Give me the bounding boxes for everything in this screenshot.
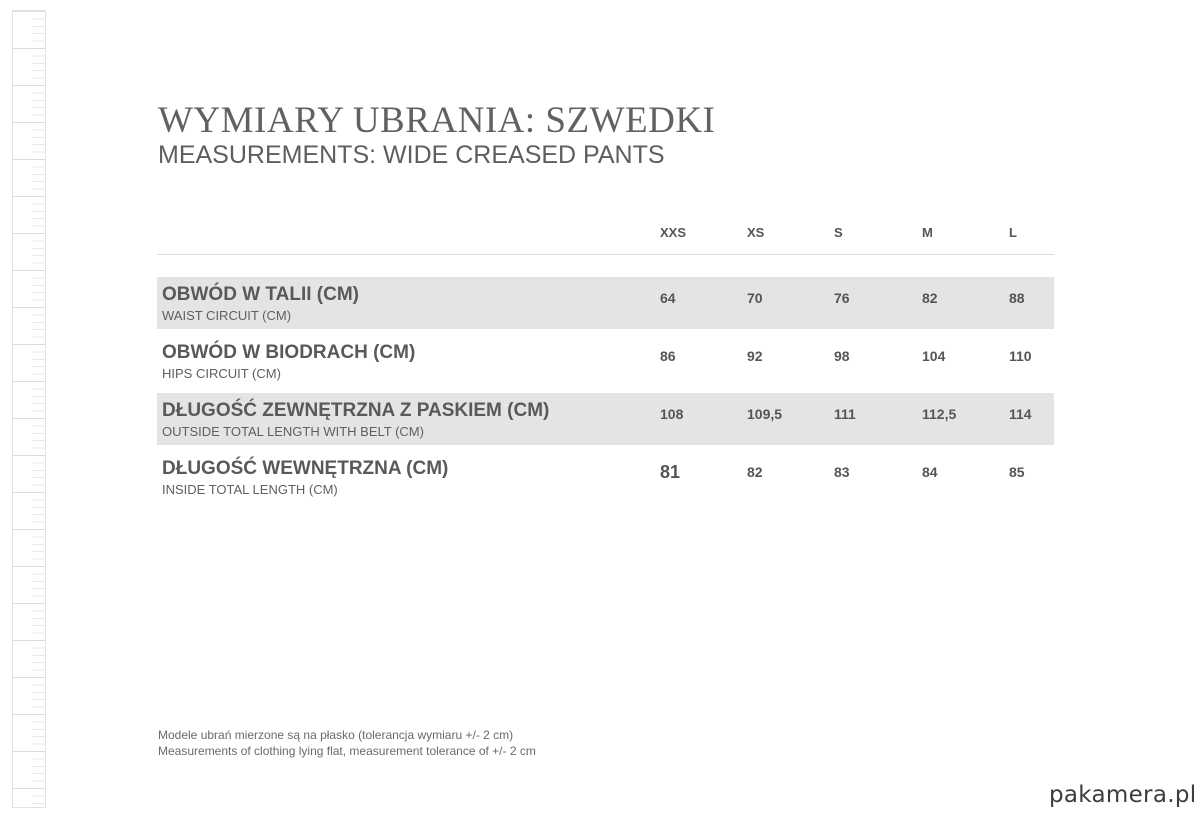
- page-title: WYMIARY UBRANIA: SZWEDKI: [158, 99, 716, 141]
- row-label-en: INSIDE TOTAL LENGTH (CM): [162, 482, 338, 497]
- tolerance-note-en: Measurements of clothing lying flat, measurement tolerance of +/- 2 cm: [158, 744, 536, 758]
- size-header-s: S: [834, 225, 843, 240]
- row-label-en: WAIST CIRCUIT (CM): [162, 308, 292, 323]
- row-label-en: OUTSIDE TOTAL LENGTH WITH BELT (CM): [162, 424, 424, 439]
- table-cell: 85: [1009, 464, 1025, 480]
- size-header-xxs: XXS: [660, 225, 687, 240]
- size-header-m: M: [922, 225, 933, 240]
- row-label-pl: DŁUGOŚĆ WEWNĘTRZNA (CM): [162, 458, 449, 479]
- table-cell: 76: [834, 290, 850, 306]
- table-row-waist: [157, 277, 1054, 329]
- row-label-pl: OBWÓD W TALII (CM): [162, 284, 359, 305]
- row-label-pl: DŁUGOŚĆ ZEWNĘTRZNA Z PASKIEM (CM): [162, 400, 550, 421]
- table-cell: 86: [660, 348, 676, 364]
- table-row-inside-length: [157, 451, 1054, 503]
- table-cell: 104: [922, 348, 946, 364]
- ruler-decoration: [12, 10, 46, 808]
- table-cell: 111: [834, 406, 856, 422]
- table-cell: 110: [1009, 348, 1032, 364]
- table-row-hips: [157, 335, 1054, 387]
- pakamera-logo: pakamera.pl: [1049, 782, 1197, 808]
- size-header-l: L: [1009, 225, 1017, 240]
- table-cell: 114: [1009, 406, 1032, 422]
- table-row-outside-length: [157, 393, 1054, 445]
- table-cell: 82: [922, 290, 938, 306]
- table-cell: 109,5: [747, 406, 783, 422]
- table-cell: 98: [834, 348, 850, 364]
- table-cell: 108: [660, 406, 684, 422]
- measurements-table: [157, 222, 1054, 509]
- table-cell: 88: [1009, 290, 1025, 306]
- table-cell: 84: [922, 464, 938, 480]
- table-cell: 70: [747, 290, 763, 306]
- row-label-en: HIPS CIRCUIT (CM): [162, 366, 281, 381]
- table-cell: 82: [747, 464, 763, 480]
- table-cell: 92: [747, 348, 763, 364]
- table-cell: 112,5: [922, 406, 957, 422]
- row-label-pl: OBWÓD W BIODRACH (CM): [162, 342, 416, 363]
- size-header-xs: XS: [747, 225, 765, 240]
- page-subtitle: MEASUREMENTS: WIDE CREASED PANTS: [158, 140, 665, 169]
- table-cell: 83: [834, 464, 850, 480]
- table-cell: 64: [660, 290, 676, 306]
- tolerance-note-pl: Modele ubrań mierzone są na płasko (tolerancja wymiaru +/- 2 cm): [158, 728, 514, 742]
- table-cell: 81: [660, 462, 681, 482]
- table-header-row: [157, 222, 1054, 255]
